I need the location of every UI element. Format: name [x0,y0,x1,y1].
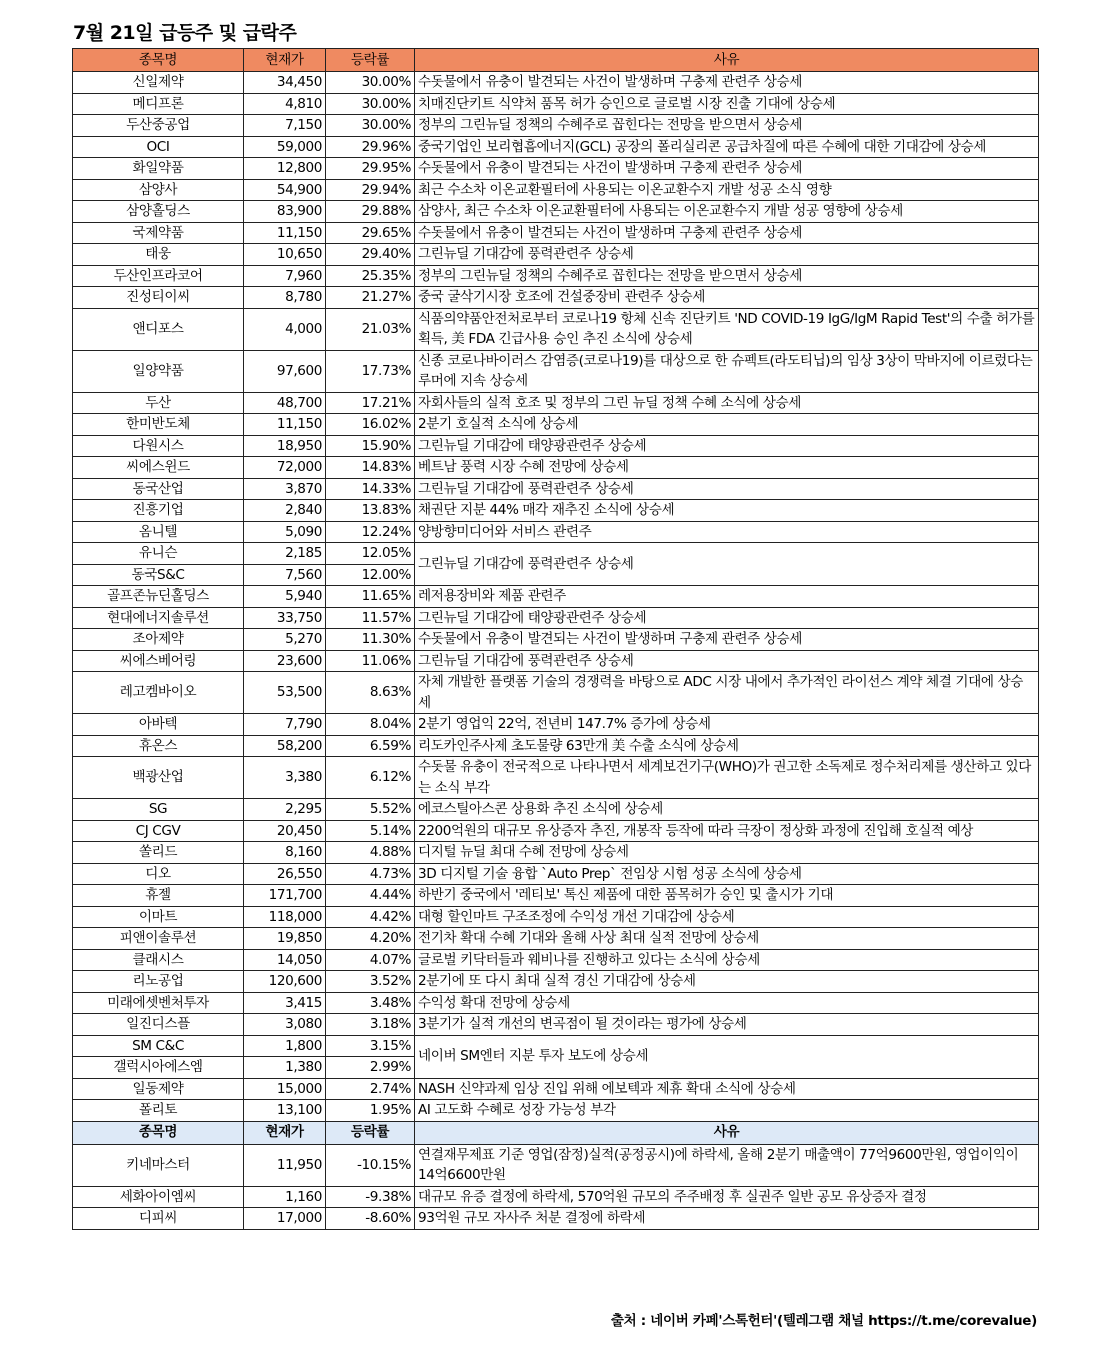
cell-price: 3,870 [244,478,326,500]
cell-reason: 2분기 영업익 22억, 전년비 147.7% 증가에 상승세 [415,714,1039,736]
cell-reason: 그린뉴딜 기대감에 풍력관련주 상승세 [415,543,1039,586]
cell-name: 아바텍 [73,714,244,736]
table-row [73,885,1039,907]
cell-price: 5,940 [244,586,326,608]
cell-name: 휴젤 [73,885,244,907]
cell-rate: 14.83% [326,457,415,479]
cell-name: 유니슨 [73,543,244,565]
cell-rate: 11.30% [326,629,415,651]
cell-price: 5,270 [244,629,326,651]
table-row [73,757,1039,799]
cell-rate: 4.44% [326,885,415,907]
table-row [73,1078,1039,1100]
cell-reason: 정부의 그린뉴딜 정책의 수혜주로 꼽힌다는 전망을 받으면서 상승세 [415,265,1039,287]
cell-reason: 그린뉴딜 기대감에 태양광관련주 상승세 [415,607,1039,629]
header-price: 현재가 [244,49,326,72]
cell-price: 23,600 [244,650,326,672]
cell-reason: 베트남 풍력 시장 수혜 전망에 상승세 [415,457,1039,479]
cell-price: 118,000 [244,906,326,928]
cell-name: 조아제약 [73,629,244,651]
table-row [73,265,1039,287]
table-row [73,672,1039,714]
cell-name: 쏠리드 [73,842,244,864]
cell-reason: 2분기 호실적 소식에 상승세 [415,414,1039,436]
cell-name: 갤럭시아에스엠 [73,1057,244,1079]
table-row [73,201,1039,223]
cell-price: 83,900 [244,201,326,223]
table-row [73,72,1039,94]
header-price: 현재가 [244,1121,326,1144]
table-row [73,1035,1039,1057]
cell-reason: 그린뉴딜 기대감에 풍력관련주 상승세 [415,650,1039,672]
cell-name: 일진디스플 [73,1014,244,1036]
cell-price: 3,415 [244,992,326,1014]
cell-reason: 중국 굴삭기시장 호조에 건설중장비 관련주 상승세 [415,287,1039,309]
cell-name: 옴니텔 [73,521,244,543]
header-name: 종목명 [73,49,244,72]
falling-rows [73,1144,1039,1229]
cell-rate: 11.06% [326,650,415,672]
cell-rate: -9.38% [326,1186,415,1208]
cell-rate: 2.99% [326,1057,415,1079]
cell-rate: -8.60% [326,1208,415,1230]
header-name: 종목명 [73,1121,244,1144]
cell-reason: NASH 신약과제 임상 진입 위해 에보텍과 제휴 확대 소식에 상승세 [415,1078,1039,1100]
cell-name: 두산중공업 [73,115,244,137]
table-row [73,586,1039,608]
cell-price: 7,790 [244,714,326,736]
cell-name: SM C&C [73,1035,244,1057]
cell-reason: 중국기업인 보리협흠에너지(GCL) 공장의 폴리실리콘 공급차질에 따른 수혜에 대한 기대감에 상승세 [415,136,1039,158]
cell-reason: 그린뉴딜 기대감에 태양광관련주 상승세 [415,435,1039,457]
cell-price: 15,000 [244,1078,326,1100]
cell-name: 피앤이솔루션 [73,928,244,950]
table-row [73,1186,1039,1208]
cell-reason: 자회사들의 실적 호조 및 정부의 그린 뉴딜 정책 수혜 소식에 상승세 [415,392,1039,414]
cell-price: 20,450 [244,820,326,842]
cell-rate: 12.00% [326,564,415,586]
cell-rate: 11.57% [326,607,415,629]
table-row [73,435,1039,457]
cell-name: 레고켐바이오 [73,672,244,714]
cell-name: 동국S&C [73,564,244,586]
cell-name: CJ CGV [73,820,244,842]
rising-header-row [73,49,1039,72]
cell-name: 진성티이씨 [73,287,244,309]
cell-price: 11,950 [244,1144,326,1186]
cell-reason: 2분기에 또 다시 최대 실적 경신 기대감에 상승세 [415,971,1039,993]
table-row [73,350,1039,392]
cell-name: 씨에스베어링 [73,650,244,672]
table-row [73,650,1039,672]
cell-rate: 4.88% [326,842,415,864]
cell-name: 일동제약 [73,1078,244,1100]
cell-rate: 4.20% [326,928,415,950]
header-rate: 등락률 [326,49,415,72]
cell-price: 53,500 [244,672,326,714]
table-row [73,414,1039,436]
cell-rate: 16.02% [326,414,415,436]
cell-rate: 13.83% [326,500,415,522]
cell-price: 1,160 [244,1186,326,1208]
cell-rate: 1.95% [326,1100,415,1122]
cell-rate: 29.95% [326,158,415,180]
cell-name: 두산 [73,392,244,414]
cell-reason: 식품의약품안전처로부터 코로나19 항체 신속 진단키트 'ND COVID-19 IgG/IgM Rapid Test'의 수출 허가를 획득, 美 FDA 긴급사용 승인 추진 소식에 상승세 [415,308,1039,350]
falling-header [73,1121,1039,1144]
cell-reason: 신종 코로나바이러스 감염증(코로나19)를 대상으로 한 슈펙트(라도티닙)의 임상 3상이 막바지에 이르렀다는 루머에 지속 상승세 [415,350,1039,392]
cell-rate: 15.90% [326,435,415,457]
cell-rate: 5.14% [326,820,415,842]
table-row [73,136,1039,158]
cell-rate: 3.52% [326,971,415,993]
cell-reason: 레저용장비와 제품 관련주 [415,586,1039,608]
cell-price: 2,295 [244,799,326,821]
cell-rate: 2.74% [326,1078,415,1100]
cell-name: 디피씨 [73,1208,244,1230]
cell-price: 97,600 [244,350,326,392]
cell-name: 백광산업 [73,757,244,799]
cell-price: 12,800 [244,158,326,180]
cell-rate: 30.00% [326,93,415,115]
cell-rate: 17.21% [326,392,415,414]
cell-reason: 대규모 유증 결정에 하락세, 570억원 규모의 주주배정 후 실권주 일반 공모 유상증자 결정 [415,1186,1039,1208]
cell-price: 3,080 [244,1014,326,1036]
cell-price: 17,000 [244,1208,326,1230]
cell-name: 세화아이엠씨 [73,1186,244,1208]
cell-price: 7,960 [244,265,326,287]
cell-reason: 최근 수소차 이온교환필터에 사용되는 이온교환수지 개발 성공 소식 영향 [415,179,1039,201]
cell-reason: 93억원 규모 자사주 처분 결정에 하락세 [415,1208,1039,1230]
cell-price: 171,700 [244,885,326,907]
cell-name: 현대에너지솔루션 [73,607,244,629]
table-row [73,1100,1039,1122]
cell-reason: 그린뉴딜 기대감에 풍력관련주 상승세 [415,244,1039,266]
table-row [73,949,1039,971]
cell-name: 삼양사 [73,179,244,201]
cell-price: 58,200 [244,735,326,757]
rising-rows [73,72,1039,1122]
cell-reason: 수돗물에서 유충이 발견되는 사건이 발생하며 구충제 관련주 상승세 [415,222,1039,244]
table-row [73,392,1039,414]
cell-rate: 21.27% [326,287,415,309]
cell-reason: 전기차 확대 수혜 기대와 올해 사상 최대 실적 전망에 상승세 [415,928,1039,950]
cell-name: 메디프론 [73,93,244,115]
page-title: 7월 21일 급등주 및 급락주 [73,22,297,44]
cell-price: 1,380 [244,1057,326,1079]
cell-reason: 채권단 지분 44% 매각 재추진 소식에 상승세 [415,500,1039,522]
cell-reason: 연결재무제표 기준 영업(잠정)실적(공정공시)에 하락세, 올해 2분기 매출액이 77억9600만원, 영업이익이 14억6600만원 [415,1144,1039,1186]
table-row [73,115,1039,137]
cell-price: 13,100 [244,1100,326,1122]
stock-table [72,48,1039,1230]
cell-reason: 대형 할인마트 구조조정에 수익성 개선 기대감에 상승세 [415,906,1039,928]
cell-rate: 4.07% [326,949,415,971]
cell-name: 두산인프라코어 [73,265,244,287]
cell-rate: 6.12% [326,757,415,799]
cell-rate: 17.73% [326,350,415,392]
cell-price: 4,000 [244,308,326,350]
source-note: 출처 : 네이버 카페'스톡헌터'(텔레그램 채널 https://t.me/corevalue) [610,1313,1037,1329]
table-row [73,93,1039,115]
cell-price: 120,600 [244,971,326,993]
cell-name: 다원시스 [73,435,244,457]
table-row [73,607,1039,629]
cell-rate: 4.42% [326,906,415,928]
cell-rate: 3.48% [326,992,415,1014]
table-row [73,1208,1039,1230]
cell-price: 2,185 [244,543,326,565]
header-reason: 사유 [415,49,1039,72]
cell-reason: 정부의 그린뉴딜 정책의 수혜주로 꼽힌다는 전망을 받으면서 상승세 [415,115,1039,137]
cell-price: 54,900 [244,179,326,201]
cell-reason: 수익성 확대 전망에 상승세 [415,992,1039,1014]
cell-rate: 11.65% [326,586,415,608]
table-row [73,992,1039,1014]
cell-price: 7,560 [244,564,326,586]
table-row [73,735,1039,757]
cell-reason: 에코스틸아스콘 상용화 추진 소식에 상승세 [415,799,1039,821]
cell-price: 11,150 [244,414,326,436]
table-row [73,478,1039,500]
cell-reason: 수돗물에서 유충이 발견되는 사건이 발생하며 구충제 관련주 상승세 [415,629,1039,651]
cell-name: 앤디포스 [73,308,244,350]
cell-price: 33,750 [244,607,326,629]
cell-rate: 5.52% [326,799,415,821]
cell-reason: 글로벌 키닥터들과 웨비나를 진행하고 있다는 소식에 상승세 [415,949,1039,971]
table-row [73,457,1039,479]
cell-price: 5,090 [244,521,326,543]
table-row [73,971,1039,993]
table-row [73,820,1039,842]
table-row [73,179,1039,201]
cell-rate: 29.96% [326,136,415,158]
cell-reason: 네이버 SM엔터 지분 투자 보도에 상승세 [415,1035,1039,1078]
cell-name: 진흥기업 [73,500,244,522]
cell-rate: 6.59% [326,735,415,757]
cell-rate: 8.04% [326,714,415,736]
table-row [73,287,1039,309]
cell-price: 2,840 [244,500,326,522]
table-row [73,244,1039,266]
falling-header-row [73,1121,1039,1144]
cell-price: 59,000 [244,136,326,158]
cell-price: 72,000 [244,457,326,479]
cell-price: 19,850 [244,928,326,950]
table-row [73,1144,1039,1186]
table-row [73,629,1039,651]
cell-name: 신일제약 [73,72,244,94]
cell-reason: 삼양사, 최근 수소차 이온교환필터에 사용되는 이온교환수지 개발 성공 영향에 상승세 [415,201,1039,223]
cell-rate: 8.63% [326,672,415,714]
cell-name: 씨에스윈드 [73,457,244,479]
cell-reason: 하반기 중국에서 '레티보' 톡신 제품에 대한 품목허가 승인 및 출시가 기대 [415,885,1039,907]
cell-price: 3,380 [244,757,326,799]
cell-name: 삼양홀딩스 [73,201,244,223]
cell-rate: 29.94% [326,179,415,201]
cell-reason: 수돗물에서 유충이 발견되는 사건이 발생하며 구충제 관련주 상승세 [415,158,1039,180]
table-row [73,799,1039,821]
cell-name: 한미반도체 [73,414,244,436]
cell-name: 동국산업 [73,478,244,500]
table-row [73,842,1039,864]
cell-price: 7,150 [244,115,326,137]
cell-name: OCI [73,136,244,158]
cell-reason: 2200억원의 대규모 유상증자 추진, 개봉작 등작에 따라 극장이 정상화 과정에 진입해 호실적 예상 [415,820,1039,842]
cell-rate: 12.05% [326,543,415,565]
table-row [73,928,1039,950]
cell-price: 8,780 [244,287,326,309]
cell-name: 클래시스 [73,949,244,971]
table-row [73,714,1039,736]
cell-reason: 치매진단키트 식약처 품목 허가 승인으로 글로벌 시장 진출 기대에 상승세 [415,93,1039,115]
cell-name: 휴온스 [73,735,244,757]
cell-reason: AI 고도화 수혜로 성장 가능성 부각 [415,1100,1039,1122]
cell-price: 26,550 [244,863,326,885]
cell-name: 태웅 [73,244,244,266]
cell-rate: 30.00% [326,72,415,94]
cell-reason: 양방향미디어와 서비스 관련주 [415,521,1039,543]
cell-name: 디오 [73,863,244,885]
cell-price: 34,450 [244,72,326,94]
cell-price: 10,650 [244,244,326,266]
table-row [73,158,1039,180]
cell-rate: 4.73% [326,863,415,885]
cell-rate: 21.03% [326,308,415,350]
cell-price: 48,700 [244,392,326,414]
cell-rate: 29.88% [326,201,415,223]
cell-rate: 29.40% [326,244,415,266]
cell-reason: 그린뉴딜 기대감에 풍력관련주 상승세 [415,478,1039,500]
header-rate: 등락률 [326,1121,415,1144]
cell-rate: 14.33% [326,478,415,500]
cell-reason: 수돗물 유충이 전국적으로 나타나면서 세계보건기구(WHO)가 권고한 소독제로 정수처리제를 생산하고 있다는 소식 부각 [415,757,1039,799]
cell-reason: 리도카인주사제 초도물량 63만개 美 수출 소식에 상승세 [415,735,1039,757]
table-row [73,863,1039,885]
header-reason: 사유 [415,1121,1039,1144]
table-row [73,308,1039,350]
table-row [73,543,1039,565]
cell-reason: 3분기가 실적 개선의 변곡점이 될 것이라는 평가에 상승세 [415,1014,1039,1036]
cell-rate: 29.65% [326,222,415,244]
cell-reason: 자체 개발한 플랫폼 기술의 경쟁력을 바탕으로 ADC 시장 내에서 추가적인 라이선스 계약 체결 기대에 상승세 [415,672,1039,714]
table-row [73,521,1039,543]
cell-rate: 3.18% [326,1014,415,1036]
cell-price: 4,810 [244,93,326,115]
cell-price: 8,160 [244,842,326,864]
table-row [73,1014,1039,1036]
cell-price: 18,950 [244,435,326,457]
cell-price: 14,050 [244,949,326,971]
cell-name: SG [73,799,244,821]
cell-name: 국제약품 [73,222,244,244]
table-row [73,500,1039,522]
cell-rate: 30.00% [326,115,415,137]
cell-rate: -10.15% [326,1144,415,1186]
cell-name: 골프존뉴딘홀딩스 [73,586,244,608]
table-row [73,906,1039,928]
cell-name: 리노공업 [73,971,244,993]
cell-price: 1,800 [244,1035,326,1057]
cell-name: 화일약품 [73,158,244,180]
cell-rate: 25.35% [326,265,415,287]
cell-name: 이마트 [73,906,244,928]
cell-reason: 디지털 뉴딜 최대 수혜 전망에 상승세 [415,842,1039,864]
table-row [73,222,1039,244]
cell-name: 미래에셋벤처투자 [73,992,244,1014]
cell-rate: 3.15% [326,1035,415,1057]
cell-reason: 3D 디지털 기술 융합 `Auto Prep` 전임상 시험 성공 소식에 상승세 [415,863,1039,885]
cell-price: 11,150 [244,222,326,244]
cell-rate: 12.24% [326,521,415,543]
cell-reason: 수돗물에서 유충이 발견되는 사건이 발생하며 구충제 관련주 상승세 [415,72,1039,94]
cell-name: 일양약품 [73,350,244,392]
cell-name: 키네마스터 [73,1144,244,1186]
cell-name: 폴리토 [73,1100,244,1122]
